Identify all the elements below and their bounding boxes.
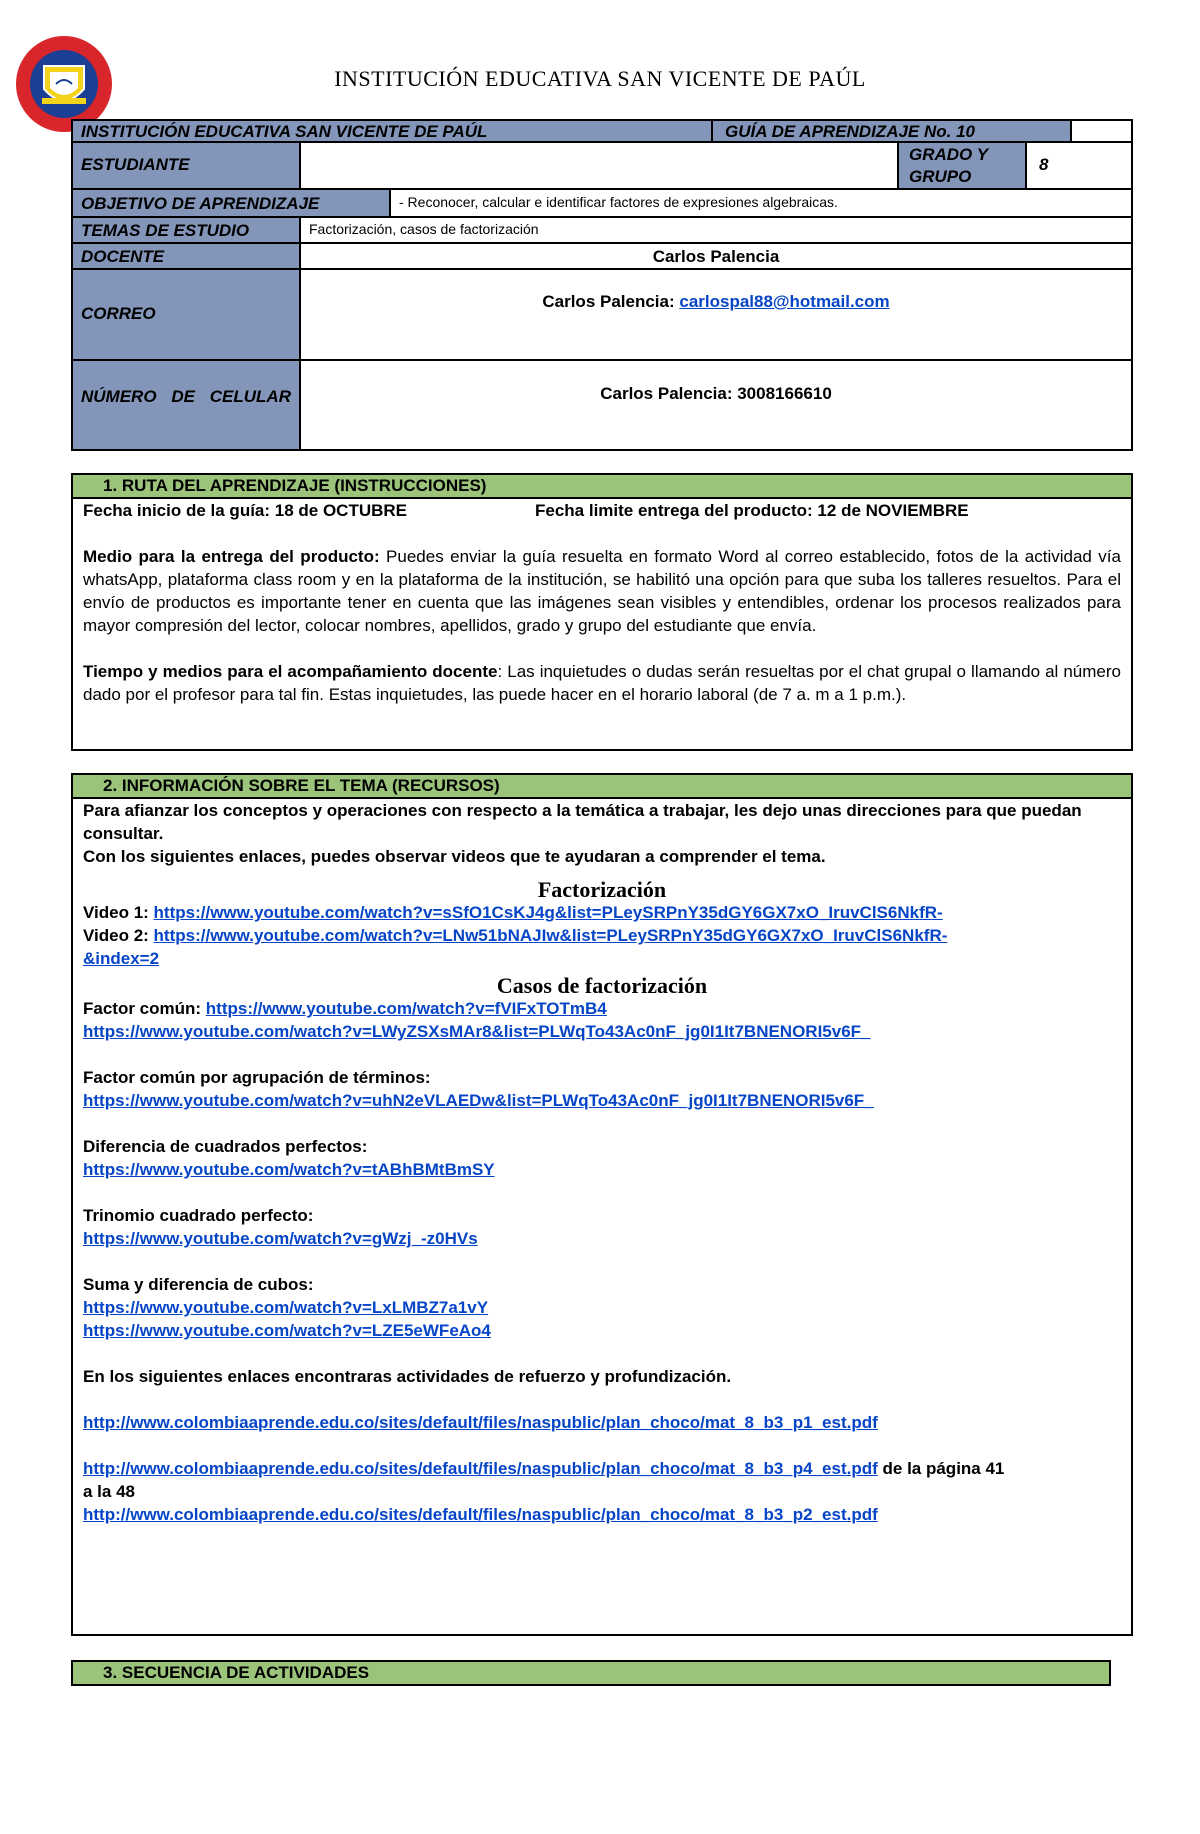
trinomio-label: Trinomio cuadrado perfecto: <box>83 1206 314 1225</box>
video2-link[interactable]: https://www.youtube.com/watch?v=LNw51bNAJIw&list=PLeySRPnY35dGY6GX7xO_IruvClS6NkfR- <box>153 926 948 945</box>
agrupacion-label: Factor común por agrupación de términos: <box>83 1068 431 1087</box>
objective-label: OBJETIVO DE APRENDIZAJE <box>71 188 391 218</box>
support-paragraph <box>83 660 1121 706</box>
trinomio-link[interactable]: https://www.youtube.com/watch?v=gWzj_-z0HVs <box>83 1229 478 1248</box>
pdf-link-1[interactable]: http://www.colombiaaprende.edu.co/sites/default/files/naspublic/plan_choco/mat_8_b3_p1_est.pdf <box>83 1413 878 1432</box>
student-label: ESTUDIANTE <box>71 141 301 190</box>
section2-box <box>71 773 1133 1636</box>
institution-cell: INSTITUCIÓN EDUCATIVA SAN VICENTE DE PAÚL <box>71 119 713 143</box>
video1-label: Video 1: <box>83 903 154 922</box>
topics-label: TEMAS DE ESTUDIO <box>71 216 301 244</box>
topics-value: Factorización, casos de factorización <box>299 216 1133 244</box>
section2-title: 2. INFORMACIÓN SOBRE EL TEMA (RECURSOS) <box>73 775 1131 799</box>
video2-link-cont[interactable]: &index=2 <box>83 949 160 968</box>
email-prefix: Carlos Palencia: <box>542 292 680 311</box>
diferencia-cuadrados-label: Diferencia de cuadrados perfectos: <box>83 1137 368 1156</box>
guide-extra-cell <box>1070 119 1133 143</box>
factor-comun-link-1[interactable]: https://www.youtube.com/watch?v=fVIFxTOTmB4 <box>205 999 607 1018</box>
start-date: Fecha inicio de la guía: 18 de OCTUBRE <box>83 501 408 520</box>
support-label: Tiempo y medios para el acompañamiento docente <box>83 662 498 681</box>
intro-text-1: Para afianzar los conceptos y operaciones con respecto a la temática a trabajar, les dejo unas direcciones para que puedan consultar. <box>83 801 1082 843</box>
phone-value: Carlos Palencia: 3008166610 <box>299 359 1133 451</box>
activities-text: En los siguientes enlaces encontraras actividades de refuerzo y profundización. <box>83 1367 732 1386</box>
video1-link[interactable]: https://www.youtube.com/watch?v=sSfO1CsKJ4g&list=PLeySRPnY35dGY6GX7xO_IruvClS6NkfR- <box>153 903 943 922</box>
video2-label: Video 2: <box>83 926 154 945</box>
email-label: CORREO <box>71 268 301 361</box>
cubos-link-2[interactable]: https://www.youtube.com/watch?v=LZE5eWFeAo4 <box>83 1321 491 1340</box>
teacher-value: Carlos Palencia <box>299 242 1133 270</box>
pdf2-suffix: de la página 41 <box>877 1459 1005 1478</box>
diferencia-cuadrados-link[interactable]: https://www.youtube.com/watch?v=tABhBMtBmSY <box>83 1160 495 1179</box>
section1-title: 1. RUTA DEL APRENDIZAJE (INSTRUCCIONES) <box>73 475 1131 499</box>
pdf-link-2[interactable]: http://www.colombiaaprende.edu.co/sites/default/files/naspublic/plan_choco/mat_8_b3_p4_est.pdf <box>83 1459 878 1478</box>
teacher-label: DOCENTE <box>71 242 301 270</box>
agrupacion-link[interactable]: https://www.youtube.com/watch?v=uhN2eVLAEDw&list=PLWqTo43Ac0nF_jg0I1It7BNENORI5v6F_ <box>83 1091 874 1110</box>
pdf2-suffix-2: a la 48 <box>83 1482 135 1501</box>
student-input[interactable] <box>299 141 899 190</box>
video2-line <box>83 924 1121 947</box>
grade-value: 8 <box>1025 141 1133 190</box>
delivery-label: Medio para la entrega del producto: <box>83 547 380 566</box>
heading-casos: Casos de factorización <box>496 973 708 998</box>
cubos-label: Suma y diferencia de cubos: <box>83 1275 314 1294</box>
grade-label: GRADO Y GRUPO <box>897 141 1027 190</box>
factor-comun-link-2[interactable]: https://www.youtube.com/watch?v=LWyZSXsMAr8&list=PLWqTo43Ac0nF_jg0I1It7BNENORI5v6F_ <box>83 1022 871 1041</box>
delivery-text: Puedes enviar la guía resuelta en formato Word al correo establecido, fotos de la actividad vía whatsApp, plataforma class room y en la plataforma de la institución, se habilitó una opción para que suba los talleres resueltos. Para el envío de productos es importante tener en cuenta que las imágenes sean visibles y entendibles, ordenar los procesos realizados para mayor compresión del lector, colocar nombres, apellidos, grado y grupo del estudiante que envía. <box>83 547 1121 635</box>
section1-box <box>71 473 1133 751</box>
support-text: : Las inquietudes o dudas serán resueltas por el chat grupal o llamando al número dado por el profesor para tal fin. Estas inquietudes, las puede hacer en el horario laboral (de 7 a. m a 1 p.m.). <box>83 662 1121 704</box>
cubos-link-1[interactable]: https://www.youtube.com/watch?v=LxLMBZ7a1vY <box>83 1298 489 1317</box>
email-link[interactable]: carlospal88@hotmail.com <box>679 292 890 311</box>
heading-factorizacion: Factorización <box>537 877 667 902</box>
end-date: Fecha limite entrega del producto: 12 de NOVIEMBRE <box>535 501 969 520</box>
document-title: INSTITUCIÓN EDUCATIVA SAN VICENTE DE PAÚL <box>334 66 866 91</box>
pdf-link-3[interactable]: http://www.colombiaaprende.edu.co/sites/default/files/naspublic/plan_choco/mat_8_b3_p2_est.pdf <box>83 1505 878 1524</box>
guide-number-cell: GUÍA DE APRENDIZAJE No. 10 <box>711 119 1072 143</box>
phone-label: NÚMERO DE CELULAR <box>71 359 301 451</box>
factor-comun-line <box>83 997 1121 1020</box>
section3-title: 3. SECUENCIA DE ACTIVIDADES <box>71 1660 1111 1686</box>
intro-text-2: Con los siguientes enlaces, puedes observar videos que te ayudaran a comprender el tema. <box>83 847 826 866</box>
factor-comun-label: Factor común: <box>83 999 206 1018</box>
objective-value: - Reconocer, calcular e identificar factores de expresiones algebraicas. <box>389 188 1133 218</box>
email-cell <box>299 268 1133 361</box>
video1-line <box>83 901 1121 924</box>
delivery-paragraph <box>83 545 1121 637</box>
